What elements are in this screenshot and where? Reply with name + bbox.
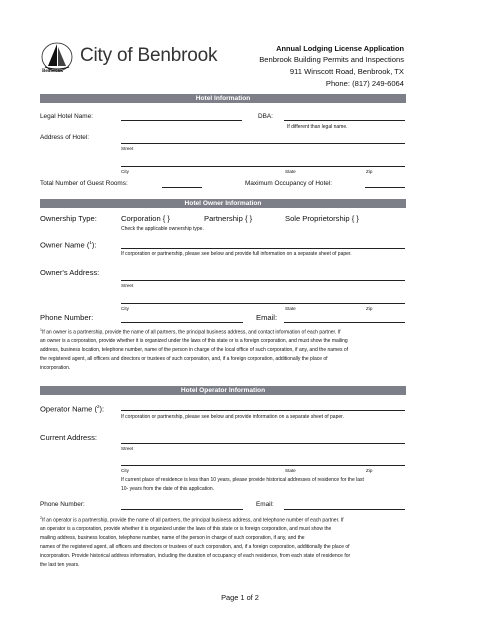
- legal-hotel-name-field[interactable]: [121, 120, 242, 121]
- owner-phone-label: Phone Number:: [40, 313, 94, 322]
- owner-footnote: [40, 326, 412, 373]
- owner-email-field[interactable]: [284, 322, 405, 323]
- ownership-check-note: Check the applicable ownership type.: [121, 226, 204, 232]
- owners-address-label: Owner's Address:: [40, 268, 100, 277]
- hotel-street-caption: Street: [121, 146, 134, 151]
- operator-footnote-line: mailing address, business location, telephone number, name of the person in charge of such corporation, if any, and the: [40, 535, 305, 542]
- hotel-zip-caption: Zip: [366, 169, 373, 174]
- operator-footnote-line: $^2$If an operator is a partnership, provide the name of all partners, the principal business address, and telephone number of each partner. If: [40, 516, 344, 524]
- owner-phone-field[interactable]: [121, 322, 243, 323]
- owner-street-field[interactable]: [121, 280, 405, 281]
- address-of-hotel-label: Address of Hotel:: [40, 134, 90, 141]
- owner-name-field[interactable]: [121, 248, 405, 249]
- operator-name-label: Operator Name ($^2$):: [40, 404, 105, 414]
- owner-email-label: Email:: [256, 313, 278, 322]
- owner-city-caption: City: [121, 306, 129, 311]
- option-corporation[interactable]: Corporation { }: [121, 214, 170, 223]
- operator-zip-caption: Zip: [366, 468, 373, 473]
- residence-history-note: If current place of residence is less than 10 years, please provide historical addresses of residence for the last 10- years from the date of this application.: [121, 477, 364, 492]
- footnote-marker-2: 2: [40, 516, 42, 520]
- operator-footnote-line: incorporation. Provide historical address information, including the duration of occupancy of each residence, from each state of residence for: [40, 552, 351, 559]
- owner-footnote-line: an owner is a corporation, provide whether it is organized under the laws of this state or is a foreign corporation, and must show the mailing: [40, 338, 348, 345]
- operator-street-field[interactable]: [121, 443, 405, 444]
- operator-state-caption: State: [285, 468, 296, 473]
- phone-line: Phone: (817) 249-6064: [325, 79, 404, 88]
- operator-city-state-zip-field[interactable]: [121, 465, 405, 466]
- owner-footnote-line: incorporation.: [40, 364, 71, 371]
- address-line: 911 Winscott Road, Benbrook, TX: [289, 67, 404, 76]
- owner-zip-caption: Zip: [366, 306, 373, 311]
- page-number: Page 1 of 2: [221, 593, 259, 602]
- footnote-ref-2: 2: [96, 404, 100, 409]
- operator-footnote-line: the last ten years.: [40, 561, 80, 568]
- guest-rooms-field[interactable]: [162, 187, 202, 188]
- owner-footnote-line: address, business location, telephone number, name of the person in charge of the local office of such corporation, if any, and the names of: [40, 347, 349, 354]
- owner-name-note: If corporation or partnership, please see below and provide full information on a separate sheet of paper.: [121, 251, 352, 257]
- operator-city-caption: City: [121, 468, 129, 473]
- section-header-operator-info: Hotel Operator Information: [40, 386, 406, 395]
- logo-text: Benbrook: [42, 69, 64, 74]
- hotel-city-caption: City: [121, 169, 129, 174]
- option-partnership[interactable]: Partnership { }: [204, 214, 253, 223]
- owner-footnote-line: $^1$If an owner is a partnership, provide the name of all partners, the principal business address, and contact information of each partner. If: [40, 328, 341, 336]
- max-occupancy-field[interactable]: [365, 187, 405, 188]
- operator-name-note: If corporation or partnership, please see below and provide information on a separate sheet of paper.: [121, 414, 344, 420]
- owner-city-state-zip-field[interactable]: [121, 303, 405, 304]
- section-header-owner-info: Hotel Owner Information: [40, 199, 406, 208]
- operator-phone-field[interactable]: [121, 509, 243, 510]
- operator-footnote-line: names of the registered agent, all officers and directors or trustees of such corporation, and, if a foreign corporation, additionally the place of: [40, 544, 350, 551]
- hotel-state-caption: State: [285, 169, 296, 174]
- owner-state-caption: State: [285, 306, 296, 311]
- city-name: City of Benbrook: [80, 45, 218, 66]
- dba-label: DBA:: [258, 113, 273, 120]
- owner-footnote-line: the registered agent, all officers and directors or trustees of such corporation, and, if a foreign corporation, additionally the place of: [40, 356, 328, 363]
- operator-email-label: Email:: [256, 501, 274, 508]
- ownership-type-label: Ownership Type:: [40, 214, 97, 223]
- operator-street-caption: Street: [121, 446, 134, 451]
- max-occupancy-label: Maximum Occupancy of Hotel:: [245, 180, 333, 187]
- hotel-city-state-zip-field[interactable]: [121, 166, 405, 167]
- operator-name-field[interactable]: [121, 410, 405, 411]
- current-address-label: Current Address:: [40, 433, 97, 442]
- hotel-street-field[interactable]: [121, 143, 405, 144]
- department-line: Benbrook Building Permits and Inspections: [259, 55, 404, 64]
- option-sole-proprietorship[interactable]: Sole Proprietorship { }: [285, 214, 359, 223]
- dba-field[interactable]: [284, 120, 405, 121]
- operator-footnote: [40, 514, 412, 569]
- guest-rooms-label: Total Number of Guest Rooms:: [40, 180, 128, 187]
- footnote-marker-1: 1: [40, 328, 42, 332]
- footnote-ref-1: 1: [89, 240, 92, 245]
- legal-hotel-name-label: Legal Hotel Name:: [40, 113, 93, 120]
- section-header-hotel-info: Hotel Information: [40, 94, 406, 103]
- operator-phone-label: Phone Number:: [40, 501, 85, 508]
- operator-email-field[interactable]: [284, 509, 405, 510]
- dba-note: If different than legal name.: [287, 124, 348, 130]
- owner-name-label: Owner Name ($^1$):: [40, 240, 97, 250]
- city-logo: [40, 40, 74, 78]
- form-title: Annual Lodging License Application: [276, 44, 404, 53]
- owner-street-caption: Street: [121, 283, 134, 288]
- operator-footnote-line: an operator is a corporation, provide whether it is organized under the laws of this state or is foreign corporation, and must show the: [40, 526, 332, 533]
